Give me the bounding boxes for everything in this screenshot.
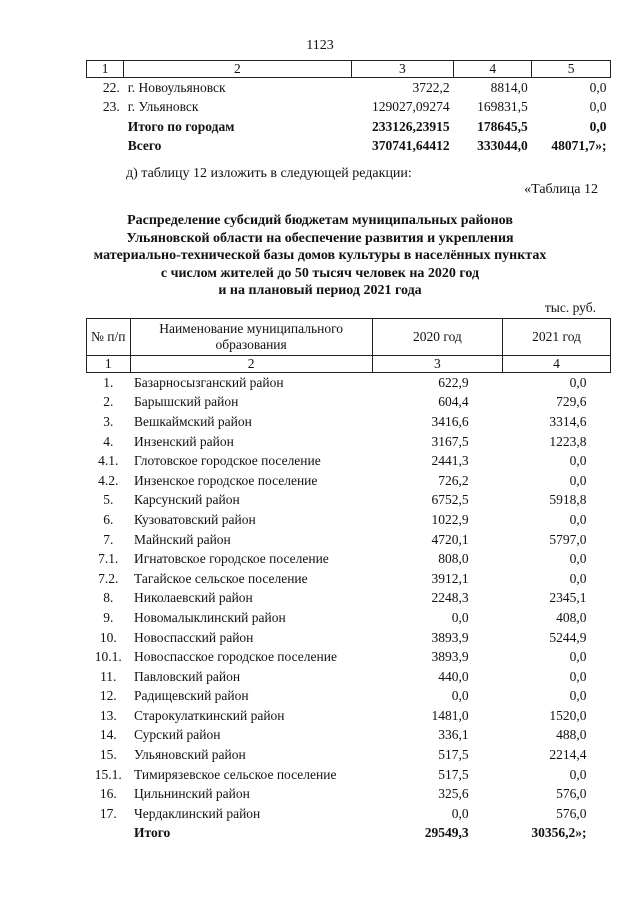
- value-2021: 2214,4: [549, 747, 587, 763]
- value-2020: 808,0: [438, 551, 469, 567]
- value-col4: 8814,0: [490, 79, 528, 95]
- value-2020: 3893,9: [431, 649, 469, 665]
- row-number: 3.: [103, 413, 114, 429]
- municipality-name: Кузоватовский район: [134, 511, 256, 527]
- value-2020: 3912,1: [431, 570, 469, 586]
- header-2020: 2020 год: [372, 319, 502, 356]
- row-number: 4.1.: [98, 453, 119, 469]
- municipality-name: Павловский район: [134, 668, 241, 684]
- row-name: г. Ульяновск: [127, 99, 199, 115]
- value-col5: 48071,7»;: [551, 138, 607, 154]
- municipality-name: Барышский район: [134, 394, 239, 410]
- title-line: Ульяновской области на обеспечение развития и укрепления: [126, 230, 514, 246]
- row-number: 6.: [103, 511, 114, 527]
- table-row: [87, 765, 611, 785]
- total-label: Итого: [134, 825, 171, 841]
- value-2021: 488,0: [556, 727, 587, 743]
- value-2020: 2441,3: [431, 453, 469, 469]
- value-2021: 576,0: [556, 805, 587, 821]
- value-2021: 0,0: [569, 374, 587, 390]
- row-number: 7.: [103, 531, 114, 547]
- table-row: [87, 432, 611, 452]
- row-number: 12.: [99, 688, 117, 704]
- table-row: [87, 628, 611, 648]
- row-number: 23.: [102, 99, 120, 115]
- row-name: Итого по городам: [127, 118, 235, 134]
- municipality-name: Вешкаймский район: [134, 413, 252, 429]
- table-row: [87, 549, 611, 569]
- header-row: [87, 319, 611, 356]
- municipality-name: Цильнинский район: [134, 786, 250, 802]
- row-number: 10.: [99, 629, 117, 645]
- column-number: 2: [130, 356, 372, 373]
- row-number: [87, 137, 124, 157]
- table-title: [0, 212, 640, 300]
- value-col3: 129027,09274: [372, 99, 450, 115]
- value-2020: 0,0: [451, 688, 469, 704]
- table-row: [87, 804, 611, 824]
- row-number: 4.: [103, 433, 114, 449]
- value-2021: 0,0: [569, 766, 587, 782]
- value-2021: 0,0: [569, 570, 587, 586]
- value-2020: 622,9: [438, 374, 469, 390]
- row-number: 2.: [103, 394, 114, 410]
- value-col5: 0,0: [589, 99, 607, 115]
- value-col4: 333044,0: [477, 138, 528, 154]
- table-row: [87, 373, 611, 393]
- value-2021: 729,6: [556, 394, 587, 410]
- value-2021: 3314,6: [549, 413, 587, 429]
- municipality-name: Игнатовское городское поселение: [134, 551, 329, 567]
- value-col3: 233126,23915: [372, 118, 450, 134]
- row-number: 13.: [99, 707, 117, 723]
- table-row: [87, 569, 611, 589]
- column-number: 1: [87, 356, 131, 373]
- table-row: [87, 491, 611, 511]
- row-number: 15.: [99, 747, 117, 763]
- column-number: 4: [454, 61, 532, 78]
- title-line: и на плановый период 2021 года: [218, 283, 422, 298]
- table-row: [87, 412, 611, 432]
- title-line: с числом жителей до 50 тысяч человек на 2020 год: [160, 265, 480, 281]
- subsidy-table: [86, 318, 611, 843]
- value-2021: 0,0: [569, 551, 587, 567]
- municipality-name: Базарносызганский район: [134, 374, 284, 390]
- value-col5: 0,0: [589, 79, 607, 95]
- row-number: 8.: [103, 590, 114, 606]
- value-2020: 3893,9: [431, 629, 469, 645]
- value-2020: 4720,1: [431, 531, 469, 547]
- column-number: 1: [87, 61, 124, 78]
- row-number: 10.1.: [94, 649, 122, 665]
- value-2020: 325,6: [438, 786, 469, 802]
- value-2020: 3167,5: [431, 433, 469, 449]
- value-2020: 1481,0: [431, 707, 469, 723]
- table-row: [87, 530, 611, 550]
- row-number: 17.: [99, 805, 117, 821]
- column-number: 2: [124, 61, 351, 78]
- municipality-name: Новоспасское городское поселение: [134, 649, 337, 665]
- value-2020: 336,1: [438, 727, 469, 743]
- value-2021: 576,0: [556, 786, 587, 802]
- value-2020: 0,0: [451, 609, 469, 625]
- table-row: [87, 745, 611, 765]
- municipality-name: Сурский район: [134, 727, 221, 743]
- header-no: № п/п: [87, 319, 131, 356]
- total-no: [87, 824, 131, 844]
- amendment-note: д) таблицу 12 изложить в следующей редакции:: [126, 166, 412, 181]
- table-row: [87, 510, 611, 530]
- row-number: 15.1.: [94, 766, 122, 782]
- municipality-name: Новоспасский район: [134, 629, 254, 645]
- value-2020: 440,0: [438, 668, 469, 684]
- value-2020: 604,4: [438, 394, 469, 410]
- previous-table-end: [86, 60, 611, 156]
- row-number: [87, 117, 124, 137]
- value-2021: 408,0: [556, 609, 587, 625]
- table-row: [87, 589, 611, 609]
- municipality-name: Тагайское сельское поселение: [134, 570, 308, 586]
- column-number: 5: [532, 61, 611, 78]
- value-col3: 3722,2: [412, 79, 450, 95]
- row-number: 11.: [100, 668, 117, 684]
- table-row: [87, 451, 611, 471]
- page-number: 1123: [306, 38, 334, 53]
- value-2020: 0,0: [451, 805, 469, 821]
- municipality-name: Ульяновский район: [134, 747, 246, 763]
- row-number: 9.: [103, 609, 114, 625]
- total-row: [87, 824, 611, 844]
- municipality-name: Тимирязевское сельское поселение: [134, 766, 337, 782]
- table-row: [87, 706, 611, 726]
- municipality-name: Инзенское городское поселение: [134, 472, 318, 488]
- municipality-name: Инзенский район: [134, 433, 234, 449]
- value-2021: 0,0: [569, 472, 587, 488]
- table-row: [87, 687, 611, 707]
- table-row: [87, 726, 611, 746]
- header-2021: 2021 год: [503, 319, 611, 356]
- value-2021: 0,0: [569, 668, 587, 684]
- value-2020: 2248,3: [431, 590, 469, 606]
- table-reference: «Таблица 12: [524, 182, 598, 197]
- total-2020: 29549,3: [424, 825, 469, 841]
- value-2021: 0,0: [569, 688, 587, 704]
- value-2021: 5797,0: [549, 531, 587, 547]
- table-row: [87, 78, 611, 98]
- table-row: [87, 784, 611, 804]
- value-2021: 5918,8: [549, 492, 587, 508]
- municipality-name: Чердаклинский район: [134, 805, 261, 821]
- table-row: [87, 647, 611, 667]
- value-col4: 169831,5: [477, 99, 528, 115]
- row-name: Всего: [127, 138, 162, 154]
- table-row: [87, 667, 611, 687]
- municipality-name: Новомалыклинский район: [134, 609, 286, 625]
- header-name: Наименование муниципального образования: [130, 319, 372, 356]
- value-col3: 370741,64412: [372, 138, 450, 154]
- unit-label: тыс. руб.: [544, 300, 596, 315]
- value-col5: 0,0: [589, 118, 607, 134]
- column-number: 3: [351, 61, 454, 78]
- value-2021: 0,0: [569, 453, 587, 469]
- total-2021: 30356,2»;: [531, 825, 587, 841]
- value-2021: 2345,1: [549, 590, 587, 606]
- value-2020: 6752,5: [431, 492, 469, 508]
- row-number: 7.1.: [98, 551, 119, 567]
- row-number: 14.: [99, 727, 117, 743]
- table-row: [87, 608, 611, 628]
- value-2020: 726,2: [438, 472, 469, 488]
- row-number: 7.2.: [98, 570, 119, 586]
- value-2021: 5244,9: [549, 629, 587, 645]
- municipality-name: Радищевский район: [134, 688, 249, 704]
- municipality-name: Карсунский район: [134, 492, 240, 508]
- value-2020: 3416,6: [431, 413, 469, 429]
- value-2020: 1022,9: [431, 511, 469, 527]
- value-2021: 1520,0: [549, 707, 587, 723]
- row-number: 1.: [103, 374, 114, 390]
- value-2021: 0,0: [569, 511, 587, 527]
- row-number: 5.: [103, 492, 114, 508]
- row-number: 4.2.: [98, 472, 119, 488]
- table-row: [87, 393, 611, 413]
- municipality-name: Глотовское городское поселение: [134, 453, 321, 469]
- value-col4: 178645,5: [477, 118, 528, 134]
- row-number: 16.: [99, 786, 117, 802]
- row-number: 22.: [102, 79, 120, 95]
- column-number: 4: [503, 356, 611, 373]
- column-number: 3: [372, 356, 502, 373]
- municipality-name: Майнский район: [134, 531, 231, 547]
- column-number-row: [87, 356, 611, 373]
- table-row: [87, 98, 611, 118]
- value-2021: 1223,8: [549, 433, 587, 449]
- title-line: Распределение субсидий бюджетам муниципальных районов: [127, 213, 513, 228]
- table-row: [87, 137, 611, 157]
- value-2021: 0,0: [569, 649, 587, 665]
- title-line: материально-технической базы домов культуры в населённых пунктах: [93, 248, 547, 263]
- municipality-name: Николаевский район: [134, 590, 253, 606]
- value-2020: 517,5: [438, 766, 469, 782]
- value-2020: 517,5: [438, 747, 469, 763]
- table-row: [87, 471, 611, 491]
- table-row: [87, 117, 611, 137]
- municipality-name: Старокулаткинский район: [134, 707, 285, 723]
- column-number-row: [87, 61, 611, 78]
- row-name: г. Новоульяновск: [127, 79, 226, 95]
